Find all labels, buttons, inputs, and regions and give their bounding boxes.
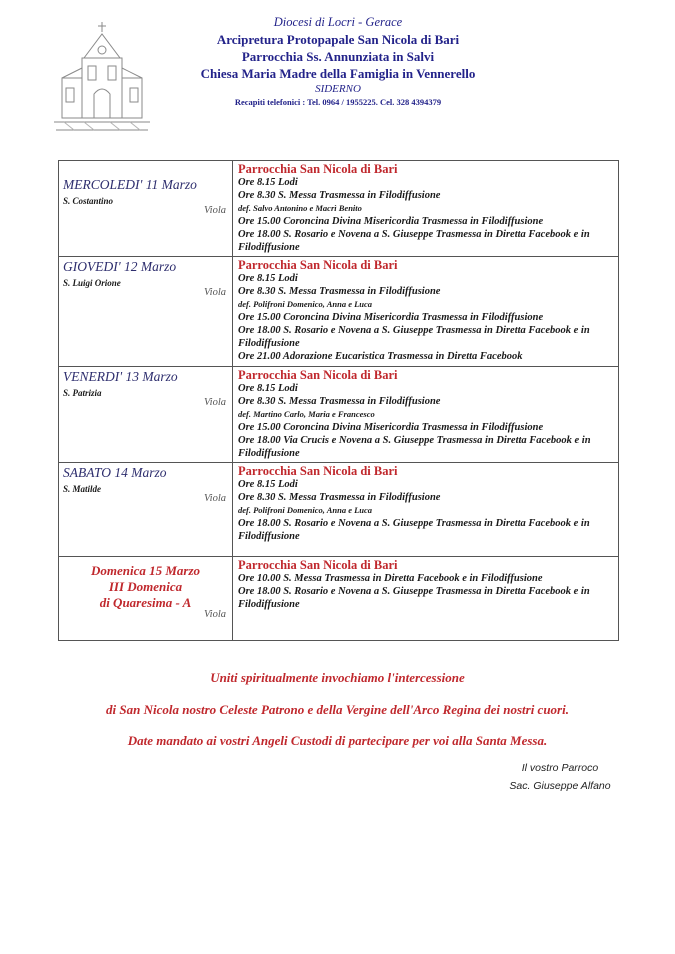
liturgical-color: Viola [204,397,226,408]
parish-title: Parrocchia San Nicola di Bari [238,258,398,272]
day-cell [59,557,233,641]
saint-of-day: S. Patrizia [63,388,102,398]
schedule-line: Ore 8.30 S. Messa Trasmessa in Filodiffusione [238,492,441,503]
intention-line: def. Martino Carlo, Maria e Francesco [238,409,375,419]
day-row [59,257,619,367]
parish-title: Parrocchia San Nicola di Bari [238,368,398,382]
schedule-line: Ore 21.00 Adorazione Eucaristica Trasmessa in Diretta Facebook [238,351,523,362]
day-label: MERCOLEDI' 11 Marzo [63,177,197,192]
schedule-line: Ore 8.30 S. Messa Trasmessa in Filodiffusione [238,190,441,201]
liturgical-color: Viola [204,493,226,504]
program-cell [233,463,619,557]
program-cell [233,557,619,641]
intention-line: def. Polifroni Domenico, Anna e Luca [238,505,373,515]
liturgical-color: Viola [204,609,226,620]
parish-title: Parrocchia San Nicola di Bari [238,558,398,572]
schedule-line: Ore 8.15 Lodi [238,383,298,394]
parish-name: Parrocchia Ss. Annunziata in Salvi [241,49,435,64]
closing-line-3: Date mandato ai vostri Angeli Custodi di partecipare per voi alla Santa Messa. [127,733,548,748]
day-cell [59,463,233,557]
closing-line-2: di San Nicola nostro Celeste Patrono e della Vergine dell'Arco Regina dei nostri cuori. [106,702,569,717]
diocese-name: Diocesi di Locri - Gerace [273,15,403,29]
day-row [59,161,619,257]
intention-line: def. Polifroni Domenico, Anna e Luca [238,299,373,309]
sunday-row [59,557,619,641]
program-cell [233,161,619,257]
schedule-line: Ore 8.15 Lodi [238,273,298,284]
schedule-line: Ore 8.30 S. Messa Trasmessa in Filodiffusione [238,286,441,297]
sunday-title: III Domenica [108,579,183,594]
day-cell [59,367,233,463]
day-row [59,463,619,557]
sunday-season: di Quaresima - A [99,595,192,610]
liturgical-color: Viola [204,205,226,216]
day-label: VENERDI' 13 Marzo [63,369,178,384]
sunday-date: Domenica 15 Marzo [90,563,201,578]
day-cell [59,257,233,367]
saint-of-day: S. Costantino [63,196,114,206]
intention-line: def. Salvo Antonino e Macrì Benito [238,203,362,213]
liturgical-color: Viola [204,287,226,298]
schedule-line: Ore 8.15 Lodi [238,177,298,188]
schedule-line: Ore 18.00 S. Rosario e Novena a S. Giuseppe Trasmessa in Diretta Facebook e in Filodiffusione [238,518,590,542]
letterhead-text [178,14,498,108]
phone-contacts: Recapiti telefonici : Tel. 0964 / 1955225. Cel. 328 4394379 [234,97,442,107]
signature-name: Sac. Giuseppe Alfano [509,780,611,792]
day-label: GIOVEDI' 12 Marzo [63,259,177,274]
schedule-line: Ore 18.00 S. Rosario e Novena a S. Giuseppe Trasmessa in Diretta Facebook e in Filodiffusione [238,325,590,349]
day-row [59,367,619,463]
schedule-line: Ore 15.00 Coroncina Divina Misericordia Trasmessa in Filodiffusione [238,422,544,433]
parish-title: Parrocchia San Nicola di Bari [238,162,398,176]
saint-of-day: S. Luigi Orione [63,278,121,288]
signature-title: Il vostro Parroco [521,762,599,774]
church-name: Chiesa Maria Madre della Famiglia in Vennerello [200,66,476,81]
schedule-line: Ore 18.00 S. Rosario e Novena a S. Giuseppe Trasmessa in Diretta Facebook e in Filodiffusione [238,229,590,253]
schedule-table [58,160,619,641]
closing-line-1: Uniti spiritualmente invochiamo l'intercessione [210,670,465,685]
schedule-line: Ore 10.00 S. Messa Trasmessa in Diretta Facebook e in Filodiffusione [238,573,543,584]
saint-of-day: S. Matilde [63,484,102,494]
arcipretura-name: Arcipretura Protopapale San Nicola di Bari [216,32,460,47]
schedule-line: Ore 18.00 Via Crucis e Novena a S. Giuseppe Trasmessa in Diretta Facebook e in Filodiffusione [238,435,591,459]
day-cell [59,161,233,257]
schedule-line: Ore 8.15 Lodi [238,479,298,490]
letterhead [0,0,675,140]
schedule-line: Ore 8.30 S. Messa Trasmessa in Filodiffusione [238,396,441,407]
program-cell [233,367,619,463]
parish-title: Parrocchia San Nicola di Bari [238,464,398,478]
schedule-line: Ore 15.00 Coroncina Divina Misericordia Trasmessa in Filodiffusione [238,216,544,227]
city-name: SIDERNO [315,83,361,95]
day-label: SABATO 14 Marzo [63,465,167,480]
schedule-line: Ore 15.00 Coroncina Divina Misericordia Trasmessa in Filodiffusione [238,312,544,323]
schedule-line: Ore 18.00 S. Rosario e Novena a S. Giuseppe Trasmessa in Diretta Facebook e in Filodiffusione [238,586,590,610]
program-cell [233,257,619,367]
church-facade-icon [54,18,150,136]
